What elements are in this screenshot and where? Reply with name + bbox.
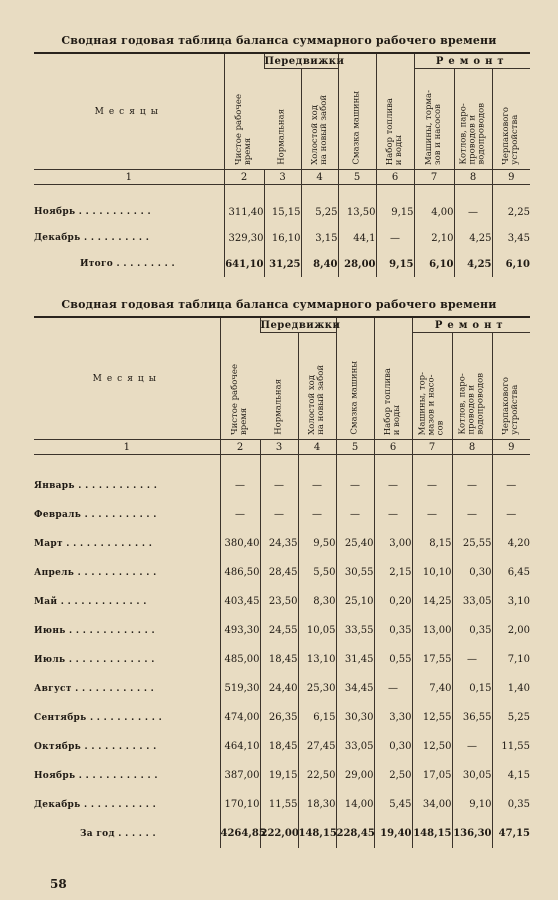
table-row <box>34 732 530 761</box>
value-cell: 7,40 <box>412 674 452 703</box>
normal-header: Нормальная <box>273 379 284 435</box>
value-cell: — <box>336 500 374 529</box>
repair-bucket-header: Черпакового устройства <box>492 69 530 170</box>
page-number: 58 <box>50 877 67 891</box>
value-cell: 25,40 <box>336 529 374 558</box>
value-cell: 14,00 <box>336 790 374 819</box>
value-cell: 10,10 <box>412 558 452 587</box>
value-cell: 464,10 <box>220 732 260 761</box>
value-cell: 493,30 <box>220 616 260 645</box>
value-cell: 12,50 <box>412 732 452 761</box>
value-cell: 18,30 <box>298 790 336 819</box>
table-row <box>34 471 530 500</box>
fuel-water-header: Набор топлива и воды <box>374 317 412 440</box>
value-cell: — <box>412 500 452 529</box>
value-cell: — <box>260 471 298 500</box>
value-cell: 222,00 <box>260 819 298 848</box>
normal-header: Нормальная <box>276 109 287 165</box>
total-row <box>34 819 530 848</box>
value-cell: 19,15 <box>260 761 298 790</box>
value-cell: 18,45 <box>260 732 298 761</box>
value-cell: 136,30 <box>452 819 492 848</box>
table-row: Ноябрь . . . . . . . . . . . 311,40 15,15 5,25 13,50 9,15 4,00 — 2,25 <box>34 199 530 225</box>
value-cell: 387,00 <box>220 761 260 790</box>
value-cell: 18,45 <box>260 645 298 674</box>
value-cell: 1,40 <box>492 674 530 703</box>
value-cell: 29,00 <box>336 761 374 790</box>
value-cell: 23,50 <box>260 587 298 616</box>
repair-boilers-header: Котлов, паро- проводов и водопроводов <box>452 333 492 440</box>
value-cell: 24,55 <box>260 616 298 645</box>
month-cell: Февраль . . . . . . . . . . . <box>34 509 157 520</box>
value-cell: 485,00 <box>220 645 260 674</box>
value-cell: 6,45 <box>492 558 530 587</box>
value-cell: — <box>452 645 492 674</box>
lubrication-header: Смазка машины <box>338 53 376 170</box>
value-cell: 10,05 <box>298 616 336 645</box>
value-cell: 519,30 <box>220 674 260 703</box>
value-cell: 14,25 <box>412 587 452 616</box>
table1-title: Сводная годовая таблица баланса суммарного рабочего времени <box>61 34 497 47</box>
month-cell: Июнь . . . . . . . . . . . . . <box>34 625 155 636</box>
month-cell: Январь . . . . . . . . . . . . <box>34 480 158 491</box>
value-cell: 30,05 <box>452 761 492 790</box>
value-cell: 5,50 <box>298 558 336 587</box>
value-cell: — <box>260 500 298 529</box>
value-cell: 0,55 <box>374 645 412 674</box>
total-row: Итого . . . . . . . . . 641,10 31,25 8,40 28,00 9,15 6,10 4,25 6,10 <box>34 251 530 277</box>
value-cell: 17,05 <box>412 761 452 790</box>
repair-group-header: Ремонт <box>412 317 530 333</box>
table-row <box>34 587 530 616</box>
value-cell: 7,10 <box>492 645 530 674</box>
value-cell: 33,05 <box>336 732 374 761</box>
value-cell: 228,45 <box>336 819 374 848</box>
value-cell: 31,45 <box>336 645 374 674</box>
table-row <box>34 790 530 819</box>
table-row <box>34 529 530 558</box>
value-cell: — <box>452 732 492 761</box>
value-cell: 26,35 <box>260 703 298 732</box>
value-cell: 8,30 <box>298 587 336 616</box>
table-row: Декабрь . . . . . . . . . . 329,30 16,10 3,15 44,1 — 2,10 4,25 3,45 <box>34 225 530 251</box>
month-cell: Сентябрь . . . . . . . . . . . <box>34 712 163 723</box>
value-cell: 0,30 <box>452 558 492 587</box>
value-cell: 6,15 <box>298 703 336 732</box>
table-row <box>34 645 530 674</box>
value-cell: 4,20 <box>492 529 530 558</box>
month-cell: За год . . . . . . <box>80 828 156 839</box>
month-cell: Октябрь . . . . . . . . . . . <box>34 741 157 752</box>
table-row <box>34 761 530 790</box>
value-cell: 13,00 <box>412 616 452 645</box>
table-row <box>34 558 530 587</box>
value-cell: 380,40 <box>220 529 260 558</box>
value-cell: 24,40 <box>260 674 298 703</box>
column-numbers-row: 1 2 3 4 5 6 7 8 9 <box>34 440 530 455</box>
repair-group-header: Ремонт <box>414 53 530 69</box>
value-cell: 403,45 <box>220 587 260 616</box>
table-row <box>34 616 530 645</box>
value-cell: 2,15 <box>374 558 412 587</box>
value-cell: 28,45 <box>260 558 298 587</box>
value-cell: 0,35 <box>492 790 530 819</box>
value-cell: — <box>492 500 530 529</box>
value-cell: 30,30 <box>336 703 374 732</box>
value-cell: 474,00 <box>220 703 260 732</box>
value-cell: 9,50 <box>298 529 336 558</box>
value-cell: 170,10 <box>220 790 260 819</box>
clean-time-header: Чистое рабочее время <box>220 317 260 440</box>
value-cell: 24,35 <box>260 529 298 558</box>
value-cell: — <box>220 500 260 529</box>
value-cell: 4,15 <box>492 761 530 790</box>
table-row <box>34 500 530 529</box>
repair-machines-header: Машины, тор- мазов и насо- сов <box>412 333 452 440</box>
value-cell: — <box>298 471 336 500</box>
value-cell: — <box>452 500 492 529</box>
value-cell: 2,00 <box>492 616 530 645</box>
value-cell: 8,15 <box>412 529 452 558</box>
repair-boilers-header: Котлов, паро- проводов и водопроводов <box>454 69 492 170</box>
value-cell: — <box>374 471 412 500</box>
month-cell: Август . . . . . . . . . . . . <box>34 683 155 694</box>
table2-title: Сводная годовая таблица баланса суммарного рабочего времени <box>61 298 497 311</box>
value-cell: 25,55 <box>452 529 492 558</box>
value-cell: 9,10 <box>452 790 492 819</box>
months-header: Месяцы <box>34 317 220 440</box>
table-row <box>34 674 530 703</box>
value-cell: 47,15 <box>492 819 530 848</box>
value-cell: — <box>336 471 374 500</box>
moves-group-header: Передвижки <box>264 53 338 69</box>
months-header: Месяцы <box>34 53 224 170</box>
value-cell: 5,25 <box>492 703 530 732</box>
value-cell: 0,15 <box>452 674 492 703</box>
idle-new-face-header: Холостой ход на новый забой <box>301 69 338 170</box>
repair-machines-header: Машины, торма- зов и насосов <box>414 69 454 170</box>
value-cell: 34,45 <box>336 674 374 703</box>
value-cell: 486,50 <box>220 558 260 587</box>
value-cell: 36,55 <box>452 703 492 732</box>
value-cell: 27,45 <box>298 732 336 761</box>
value-cell: 148,15 <box>298 819 336 848</box>
value-cell: 22,50 <box>298 761 336 790</box>
value-cell: 5,45 <box>374 790 412 819</box>
idle-new-face-header: Холостой ход на новый забой <box>298 333 336 440</box>
lubrication-header: Смазка машины <box>336 317 374 440</box>
clean-time-header: Чистое рабочее время <box>224 53 264 170</box>
moves-group-header: Передвижки <box>260 317 336 333</box>
value-cell: 0,35 <box>374 616 412 645</box>
value-cell: — <box>374 674 412 703</box>
value-cell: 30,55 <box>336 558 374 587</box>
value-cell: — <box>298 500 336 529</box>
value-cell: 33,55 <box>336 616 374 645</box>
fuel-water-header: Набор топлива и воды <box>376 53 414 170</box>
value-cell: 34,00 <box>412 790 452 819</box>
repair-bucket-header: Черпакового устройства <box>492 333 530 440</box>
month-cell: Июль . . . . . . . . . . . . . <box>34 654 155 665</box>
value-cell: 2,50 <box>374 761 412 790</box>
value-cell: 0,35 <box>452 616 492 645</box>
value-cell: 148,15 <box>412 819 452 848</box>
value-cell: 3,30 <box>374 703 412 732</box>
month-cell: Декабрь . . . . . . . . . . . <box>34 799 157 810</box>
value-cell: 0,20 <box>374 587 412 616</box>
value-cell: 17,55 <box>412 645 452 674</box>
value-cell: 25,10 <box>336 587 374 616</box>
value-cell: — <box>412 471 452 500</box>
balance-table-1 <box>34 52 530 277</box>
balance-table-2 <box>34 316 530 848</box>
value-cell: 33,05 <box>452 587 492 616</box>
value-cell: 19,40 <box>374 819 412 848</box>
value-cell: — <box>220 471 260 500</box>
value-cell: 0,30 <box>374 732 412 761</box>
value-cell: 3,00 <box>374 529 412 558</box>
value-cell: 4264,85 <box>220 819 260 848</box>
value-cell: 12,55 <box>412 703 452 732</box>
value-cell: 11,55 <box>492 732 530 761</box>
table-row <box>34 703 530 732</box>
value-cell: 25,30 <box>298 674 336 703</box>
month-cell: Март . . . . . . . . . . . . . <box>34 538 153 549</box>
month-cell: Ноябрь . . . . . . . . . . . . <box>34 770 158 781</box>
value-cell: 11,55 <box>260 790 298 819</box>
month-cell: Май . . . . . . . . . . . . . <box>34 596 147 607</box>
value-cell: 13,10 <box>298 645 336 674</box>
value-cell: — <box>492 471 530 500</box>
column-numbers-row: 1 2 3 4 5 6 7 8 9 <box>34 170 530 185</box>
value-cell: — <box>452 471 492 500</box>
value-cell: 3,10 <box>492 587 530 616</box>
month-cell: Апрель . . . . . . . . . . . . <box>34 567 157 578</box>
value-cell: — <box>374 500 412 529</box>
